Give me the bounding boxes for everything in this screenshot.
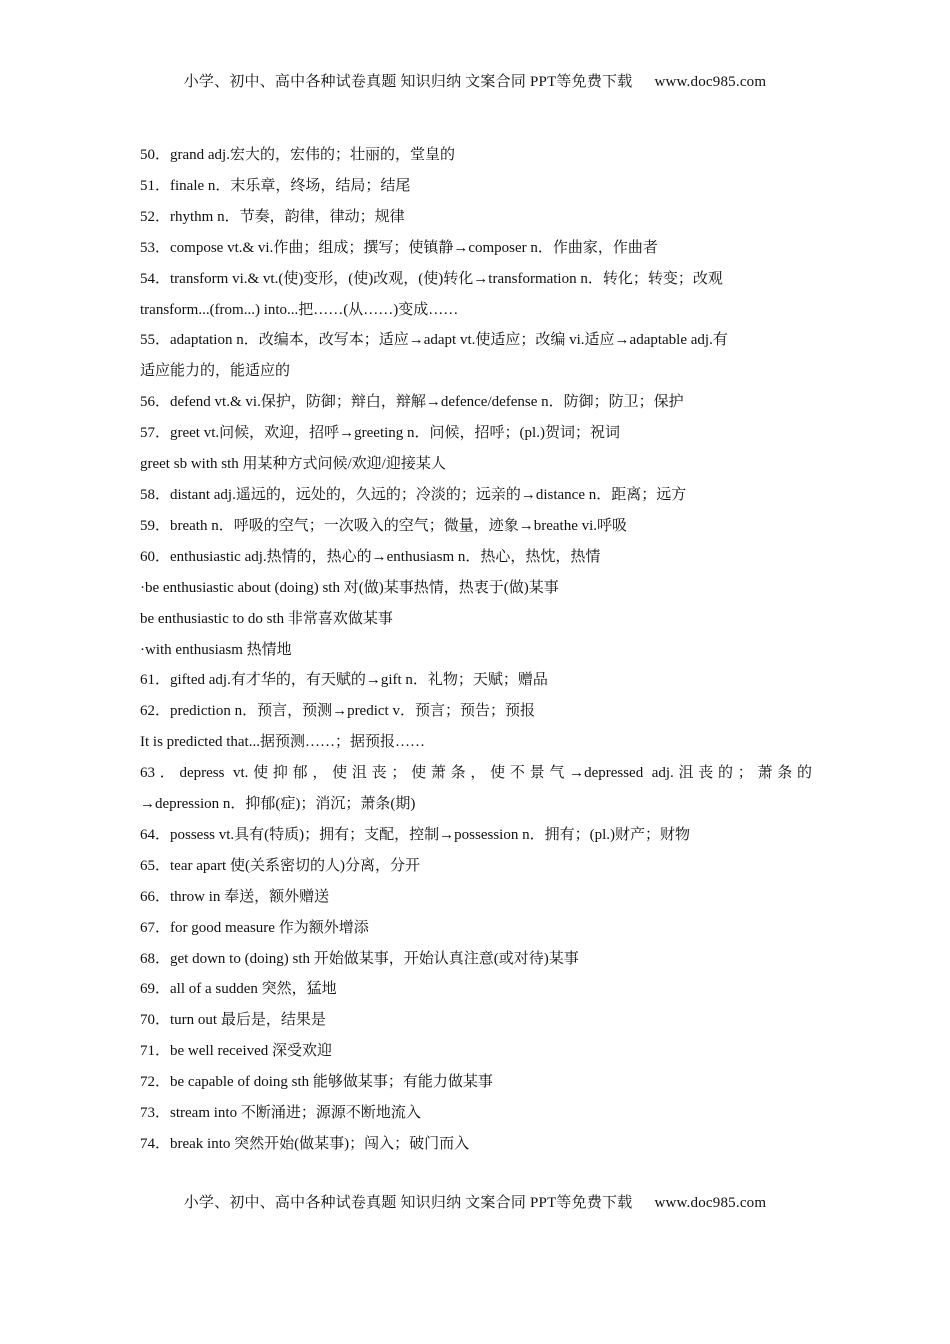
vocab-line: 57．greet vt.问候，欢迎，招呼→greeting n．问候，招呼；(pl.)贺词；祝词 <box>140 425 620 442</box>
footer-text: 小学、初中、高中各种试卷真题 知识归纳 文案合同 PPT等免费下载 <box>183 1195 633 1211</box>
vocab-line: 适应能力的，能适应的 <box>140 363 291 380</box>
vocab-line: 55．adaptation n．改编本，改写本；适应→adapt vt.使适应；改编 vi.适应→adaptable adj.有 <box>140 332 728 349</box>
vocab-line: →depression n．抑郁(症)；消沉；萧条(期) <box>140 796 416 813</box>
vocab-line: 60．enthusiastic adj.热情的，热心的→enthusiasm n．热心，热忱，热情 <box>140 548 601 565</box>
vocab-line: 52．rhythm n．节奏，韵律，律动；规律 <box>140 208 405 225</box>
vocab-line: 70．turn out 最后是，结果是 <box>140 1012 326 1029</box>
vocab-line: 63．depress vt.使抑郁，使沮丧；使萧条，使不景气→depressed adj.沮丧的；萧条的 <box>140 765 812 782</box>
vocab-line: 65．tear apart 使(关系密切的人)分离，分开 <box>140 857 420 874</box>
vocab-line: greet sb with sth 用某种方式问候/欢迎/迎接某人 <box>140 456 446 473</box>
vocab-line: 56．defend vt.& vi.保护，防御；辩白，辩解→defence/defense n．防御；防卫；保护 <box>140 394 684 411</box>
vocabulary-list <box>140 140 812 1160</box>
vocab-line: 58．distant adj.遥远的，远处的，久远的；冷淡的；远亲的→distance n．距离；远方 <box>140 486 687 503</box>
vocab-line: It is predicted that...据预测……；据预报…… <box>140 734 425 751</box>
vocab-line: 66．throw in 奉送，额外赠送 <box>140 888 330 905</box>
vocab-line: 69．all of a sudden 突然，猛地 <box>140 981 337 998</box>
vocab-line: 59．breath n．呼吸的空气；一次吸入的空气；微量，迹象→breathe vi.呼吸 <box>140 517 628 534</box>
vocab-line: transform...(from...) into...把……(从……)变成…… <box>140 301 459 318</box>
vocab-line: 61．gifted adj.有才华的，有天赋的→gift n．礼物；天赋；赠品 <box>140 672 548 689</box>
vocab-line: be enthusiastic to do sth 非常喜欢做某事 <box>140 610 393 627</box>
vocab-line: 54．transform vi.& vt.(使)变形，(使)改观，(使)转化→transformation n．转化；转变；改观 <box>140 270 723 287</box>
header-text: 小学、初中、高中各种试卷真题 知识归纳 文案合同 PPT等免费下载 <box>183 74 633 90</box>
vocab-line: 68．get down to (doing) sth 开始做某事，开始认真注意(或对待)某事 <box>140 950 579 967</box>
vocab-line: ·with enthusiasm 热情地 <box>140 641 292 658</box>
vocab-line: 50．grand adj.宏大的，宏伟的；壮丽的，堂皇的 <box>140 147 455 163</box>
vocab-line: ·be enthusiastic about (doing) sth 对(做)某事热情，热衷于(做)某事 <box>140 579 559 596</box>
footer-site-link[interactable]: www.doc985.com <box>654 1195 767 1211</box>
vocab-line: 51．finale n．末乐章，终场，结局；结尾 <box>140 177 411 194</box>
header-site-link[interactable]: www.doc985.com <box>654 74 767 90</box>
vocab-line: 64．possess vt.具有(特质)；拥有；支配，控制→possession n．拥有；(pl.)财产；财物 <box>140 826 690 843</box>
vocab-line: 71．be well received 深受欢迎 <box>140 1043 333 1060</box>
vocab-line: 72．be capable of doing sth 能够做某事；有能力做某事 <box>140 1074 493 1091</box>
page-footer <box>0 1191 950 1212</box>
vocab-line: 53．compose vt.& vi.作曲；组成；撰写；使镇静→composer n．作曲家，作曲者 <box>140 239 658 256</box>
page-header <box>0 70 950 91</box>
vocab-line: 67．for good measure 作为额外增添 <box>140 919 369 936</box>
vocab-line: 74．break into 突然开始(做某事)；闯入；破门而入 <box>140 1136 470 1152</box>
vocab-line: 73．stream into 不断涌进；源源不断地流入 <box>140 1105 421 1122</box>
vocab-line: 62．prediction n．预言，预测→predict v．预言；预告；预报 <box>140 703 535 720</box>
